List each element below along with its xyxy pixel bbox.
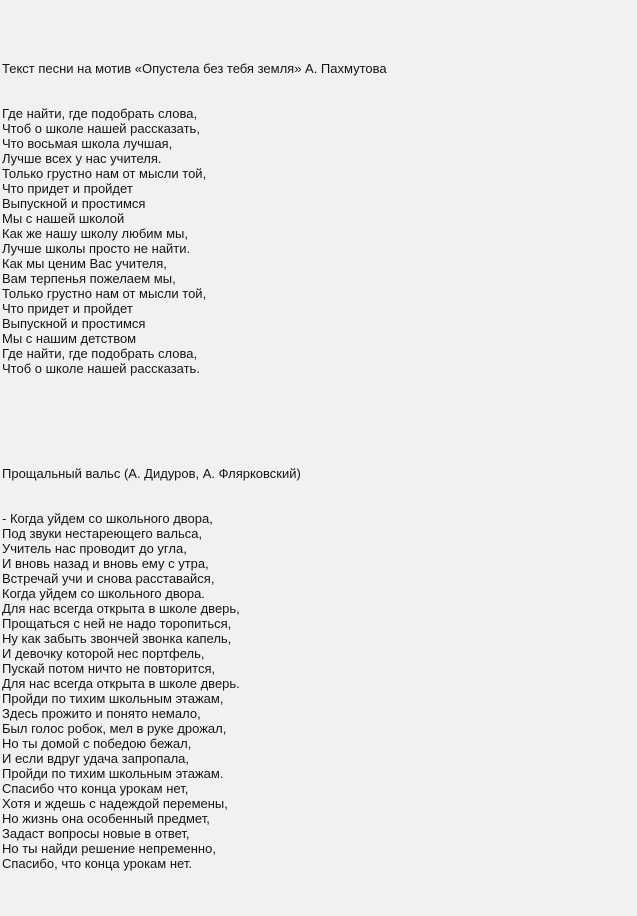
text-line: Был голос робок, мел в руке дрожал, bbox=[2, 721, 227, 736]
text-line: Как мы ценим Вас учителя, bbox=[2, 256, 167, 271]
text-line: Чтоб о школе нашей рассказать, bbox=[2, 121, 200, 136]
text-line: Как же нашу школу любим мы, bbox=[2, 226, 188, 241]
text-line: Прощаться с ней не надо торопиться, bbox=[2, 616, 232, 631]
text-line: Мы с нашей школой bbox=[2, 211, 125, 226]
text-line: Но жизнь она особенный предмет, bbox=[2, 811, 210, 826]
text-line: Что восьмая школа лучшая, bbox=[2, 136, 173, 151]
text-line: - Когда уйдем со школьного двора, bbox=[2, 511, 213, 526]
text-line: Пройди по тихим школьным этажам, bbox=[2, 691, 224, 706]
text-line: Лучше всех у нас учителя. bbox=[2, 151, 162, 166]
text-line: Лучше школы просто не найти. bbox=[2, 241, 191, 256]
song-section-1 bbox=[2, 31, 637, 406]
text-line: Но ты найди решение непременно, bbox=[2, 841, 216, 856]
text-line: Спасибо, что конца урокам нет. bbox=[2, 856, 192, 871]
text-line: Только грустно нам от мысли той, bbox=[2, 166, 207, 181]
text-line: Для нас всегда открыта в школе дверь. bbox=[2, 676, 240, 691]
text-line: Только грустно нам от мысли той, bbox=[2, 286, 207, 301]
text-line: Когда уйдем со школьного двора. bbox=[2, 586, 205, 601]
text-line: Ну как забыть звончей звонка капель, bbox=[2, 631, 232, 646]
text-line: И вновь назад и вновь ему с утра, bbox=[2, 556, 209, 571]
text-line: Вам терпенья пожелаем мы, bbox=[2, 271, 176, 286]
song-title: Текст песни на мотив «Опустела без тебя земля» А. Пахмутова bbox=[2, 61, 387, 76]
text-line: Что придет и пройдет bbox=[2, 301, 133, 316]
text-line: Учитель нас проводит до угла, bbox=[2, 541, 187, 556]
text-line: Встречай учи и снова расставайся, bbox=[2, 571, 215, 586]
text-line: Здесь прожито и понято немало, bbox=[2, 706, 201, 721]
text-line: Выпускной и простимся bbox=[2, 196, 146, 211]
song-title: Прощальный вальс (А. Дидуров, А. Флярковский) bbox=[2, 466, 301, 481]
text-line: Что придет и пройдет bbox=[2, 181, 133, 196]
text-line: Спасибо что конца урокам нет, bbox=[2, 781, 189, 796]
text-line: Для нас всегда открыта в школе дверь, bbox=[2, 601, 240, 616]
song-lines bbox=[2, 511, 637, 871]
text-line: И если вдруг удача запропала, bbox=[2, 751, 190, 766]
text-line: Пройди по тихим школьным этажам. bbox=[2, 766, 224, 781]
text-line: Где найти, где подобрать слова, bbox=[2, 106, 198, 121]
text-line: Где найти, где подобрать слова, bbox=[2, 346, 198, 361]
text-line: И девочку которой нес портфель, bbox=[2, 646, 205, 661]
text-line: Задаст вопросы новые в ответ, bbox=[2, 826, 190, 841]
text-line: Чтоб о школе нашей рассказать. bbox=[2, 361, 200, 376]
song-lines bbox=[2, 106, 637, 376]
text-line: Пускай потом ничто не повторится, bbox=[2, 661, 216, 676]
song-section-2 bbox=[2, 436, 637, 901]
text-line: Выпускной и простимся bbox=[2, 316, 146, 331]
text-line: Но ты домой с победою бежал, bbox=[2, 736, 192, 751]
text-line: Под звуки нестареющего вальса, bbox=[2, 526, 203, 541]
text-line: Хотя и ждешь с надеждой перемены, bbox=[2, 796, 228, 811]
text-line: Мы с нашим детством bbox=[2, 331, 137, 346]
